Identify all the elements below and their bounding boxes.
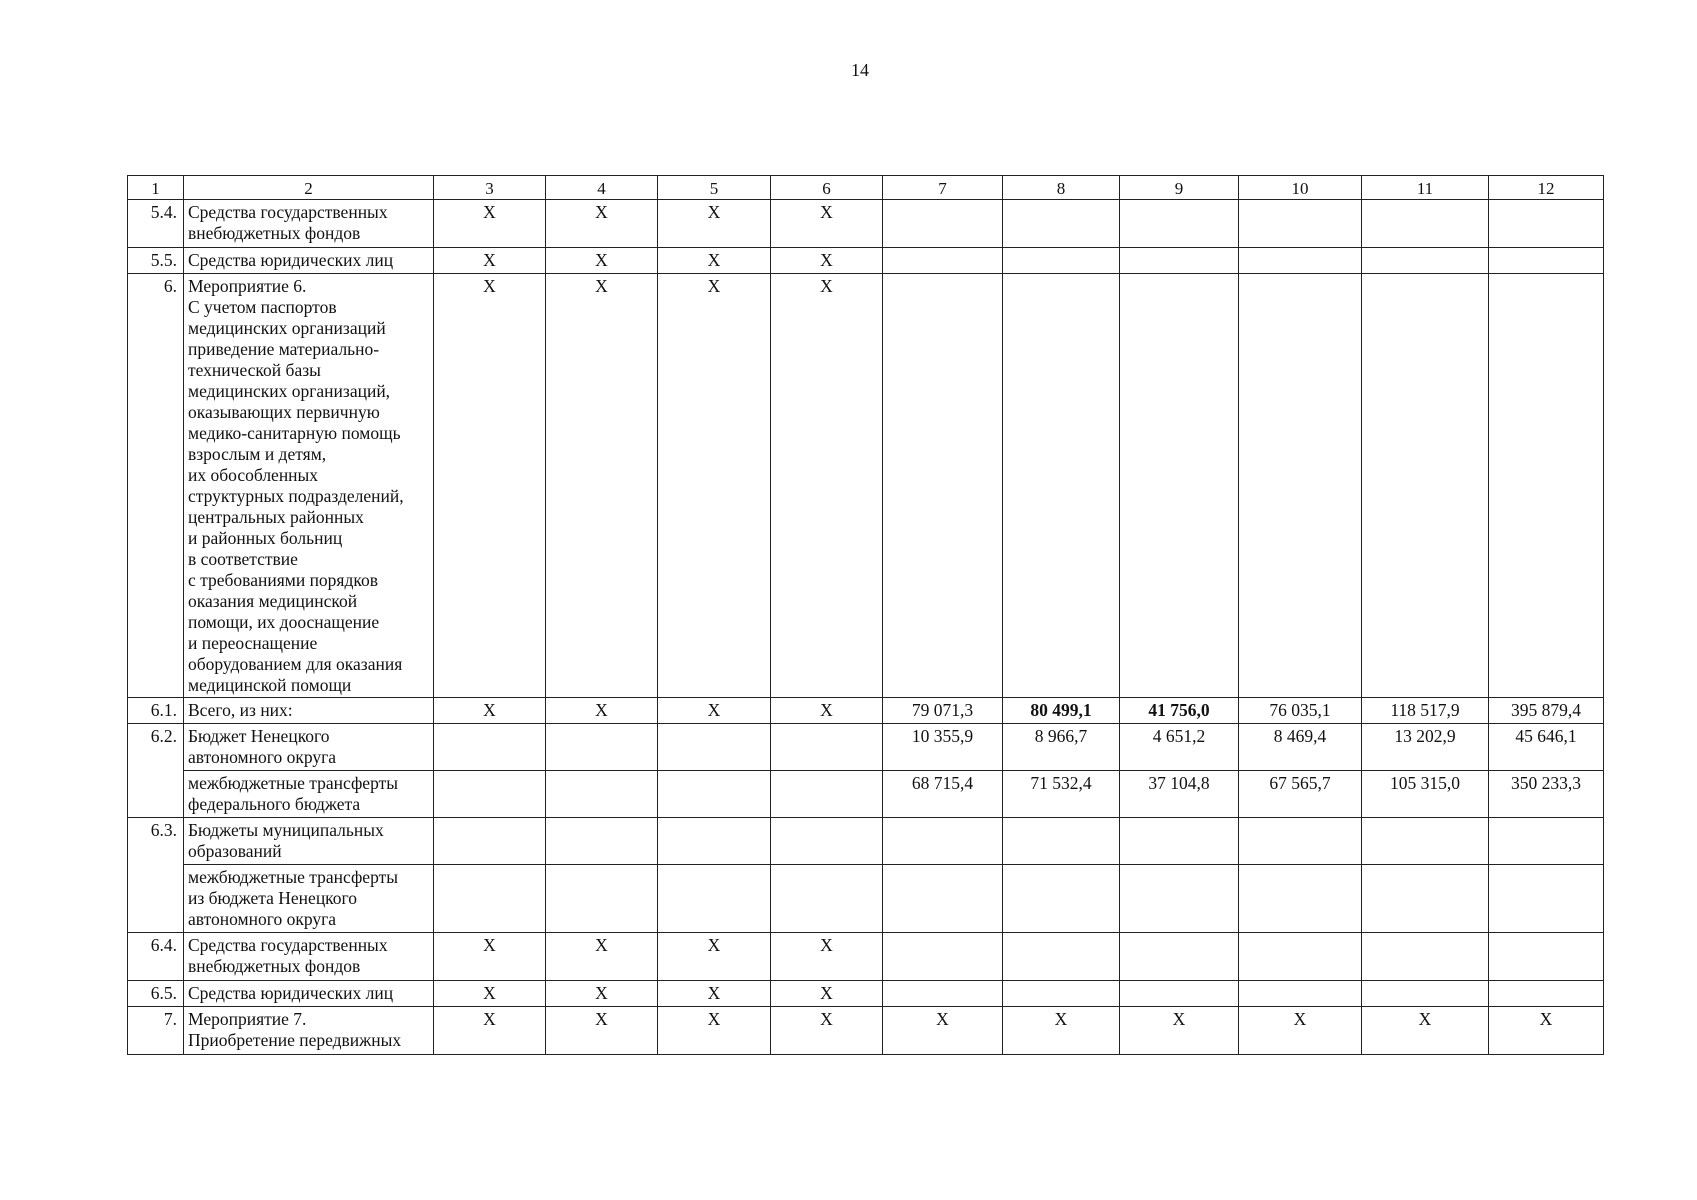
value-cell bbox=[883, 248, 1003, 274]
value-cell bbox=[1120, 248, 1239, 274]
column-header: 9 bbox=[1120, 176, 1239, 200]
table-row bbox=[128, 248, 1604, 274]
value-cell bbox=[434, 771, 546, 818]
value-cell bbox=[1239, 818, 1362, 865]
value-cell bbox=[546, 724, 658, 771]
value-cell: X bbox=[434, 933, 546, 981]
value-cell: 37 104,8 bbox=[1120, 771, 1239, 818]
value-cell bbox=[546, 818, 658, 865]
budget-table bbox=[127, 175, 1604, 1055]
value-cell: 80 499,1 bbox=[1003, 698, 1120, 724]
value-cell: X bbox=[771, 274, 883, 698]
value-cell bbox=[1003, 933, 1120, 981]
value-cell bbox=[1362, 200, 1489, 248]
value-cell: X bbox=[771, 1007, 883, 1055]
value-cell: X bbox=[771, 248, 883, 274]
table-row bbox=[128, 274, 1604, 698]
table-row bbox=[128, 981, 1604, 1007]
row-number: 6.3. bbox=[128, 818, 184, 933]
value-cell: 10 355,9 bbox=[883, 724, 1003, 771]
value-cell: X bbox=[434, 248, 546, 274]
value-cell: 79 071,3 bbox=[883, 698, 1003, 724]
value-cell bbox=[434, 865, 546, 933]
row-name: Средства юридических лиц bbox=[184, 981, 434, 1007]
table-row bbox=[128, 933, 1604, 981]
value-cell bbox=[883, 274, 1003, 698]
value-cell bbox=[1362, 248, 1489, 274]
value-cell: X bbox=[771, 200, 883, 248]
value-cell bbox=[1239, 200, 1362, 248]
value-cell: X bbox=[434, 274, 546, 698]
table-row bbox=[128, 865, 1604, 933]
column-header: 12 bbox=[1489, 176, 1604, 200]
value-cell: X bbox=[658, 200, 771, 248]
table-row bbox=[128, 724, 1604, 771]
value-cell bbox=[658, 818, 771, 865]
row-name: Бюджет Ненецкого автономного округа bbox=[184, 724, 434, 771]
value-cell: 350 233,3 bbox=[1489, 771, 1604, 818]
row-number: 6.5. bbox=[128, 981, 184, 1007]
table-row bbox=[128, 771, 1604, 818]
value-cell bbox=[1003, 981, 1120, 1007]
value-cell: X bbox=[1003, 1007, 1120, 1055]
value-cell: 71 532,4 bbox=[1003, 771, 1120, 818]
value-cell: X bbox=[883, 1007, 1003, 1055]
value-cell: 4 651,2 bbox=[1120, 724, 1239, 771]
value-cell: 67 565,7 bbox=[1239, 771, 1362, 818]
value-cell bbox=[1003, 818, 1120, 865]
value-cell: X bbox=[771, 981, 883, 1007]
value-cell bbox=[658, 724, 771, 771]
value-cell bbox=[1120, 933, 1239, 981]
value-cell: X bbox=[546, 698, 658, 724]
value-cell bbox=[1362, 274, 1489, 698]
value-cell bbox=[883, 865, 1003, 933]
value-cell: X bbox=[658, 1007, 771, 1055]
value-cell bbox=[1362, 818, 1489, 865]
value-cell bbox=[771, 818, 883, 865]
value-cell: 45 646,1 bbox=[1489, 724, 1604, 771]
value-cell bbox=[1120, 200, 1239, 248]
value-cell bbox=[1003, 200, 1120, 248]
value-cell: X bbox=[434, 1007, 546, 1055]
value-cell: 41 756,0 bbox=[1120, 698, 1239, 724]
value-cell bbox=[883, 818, 1003, 865]
value-cell bbox=[1003, 865, 1120, 933]
column-header: 5 bbox=[658, 176, 771, 200]
value-cell: X bbox=[658, 248, 771, 274]
row-number: 6. bbox=[128, 274, 184, 698]
value-cell: X bbox=[434, 981, 546, 1007]
row-name: Бюджеты муниципальных образований bbox=[184, 818, 434, 865]
value-cell bbox=[658, 865, 771, 933]
value-cell bbox=[1003, 274, 1120, 698]
value-cell bbox=[1362, 981, 1489, 1007]
value-cell: X bbox=[1362, 1007, 1489, 1055]
value-cell: X bbox=[658, 933, 771, 981]
value-cell bbox=[1489, 981, 1604, 1007]
value-cell bbox=[1239, 274, 1362, 698]
value-cell: 13 202,9 bbox=[1362, 724, 1489, 771]
page-number: 14 bbox=[851, 60, 869, 80]
value-cell bbox=[1120, 865, 1239, 933]
value-cell: X bbox=[434, 200, 546, 248]
value-cell bbox=[1120, 818, 1239, 865]
value-cell bbox=[771, 771, 883, 818]
value-cell: X bbox=[1489, 1007, 1604, 1055]
column-header: 8 bbox=[1003, 176, 1120, 200]
value-cell bbox=[1362, 933, 1489, 981]
value-cell bbox=[546, 865, 658, 933]
value-cell: X bbox=[546, 200, 658, 248]
column-header: 7 bbox=[883, 176, 1003, 200]
row-name: межбюджетные трансферты из бюджета Ненецкого автономного округа bbox=[184, 865, 434, 933]
row-number: 5.5. bbox=[128, 248, 184, 274]
value-cell bbox=[1120, 981, 1239, 1007]
value-cell: X bbox=[658, 981, 771, 1007]
row-number: 7. bbox=[128, 1007, 184, 1055]
value-cell bbox=[883, 933, 1003, 981]
value-cell: X bbox=[546, 1007, 658, 1055]
value-cell bbox=[1489, 865, 1604, 933]
header-row bbox=[128, 176, 1604, 200]
value-cell: 68 715,4 bbox=[883, 771, 1003, 818]
column-header: 3 bbox=[434, 176, 546, 200]
row-number: 5.4. bbox=[128, 200, 184, 248]
value-cell bbox=[1239, 865, 1362, 933]
value-cell: X bbox=[1239, 1007, 1362, 1055]
table-body bbox=[128, 176, 1604, 1055]
value-cell: 8 966,7 bbox=[1003, 724, 1120, 771]
value-cell bbox=[1239, 981, 1362, 1007]
value-cell: 118 517,9 bbox=[1362, 698, 1489, 724]
column-header: 10 bbox=[1239, 176, 1362, 200]
value-cell bbox=[434, 724, 546, 771]
value-cell: X bbox=[546, 248, 658, 274]
value-cell: X bbox=[546, 274, 658, 698]
table-row bbox=[128, 1007, 1604, 1055]
value-cell bbox=[658, 771, 771, 818]
column-header: 2 bbox=[184, 176, 434, 200]
row-number: 6.1. bbox=[128, 698, 184, 724]
value-cell: X bbox=[1120, 1007, 1239, 1055]
table-row bbox=[128, 200, 1604, 248]
value-cell bbox=[1489, 933, 1604, 981]
value-cell bbox=[883, 200, 1003, 248]
value-cell bbox=[1489, 274, 1604, 698]
column-header: 11 bbox=[1362, 176, 1489, 200]
value-cell bbox=[1239, 248, 1362, 274]
value-cell: 105 315,0 bbox=[1362, 771, 1489, 818]
value-cell bbox=[1003, 248, 1120, 274]
row-number: 6.4. bbox=[128, 933, 184, 981]
column-header: 6 bbox=[771, 176, 883, 200]
row-name: Всего, из них: bbox=[184, 698, 434, 724]
value-cell: X bbox=[658, 274, 771, 698]
value-cell bbox=[771, 724, 883, 771]
value-cell bbox=[434, 818, 546, 865]
row-name: Мероприятие 6. С учетом паспортов медицинских организаций приведение материально- технической базы медицинских организаций, оказывающих первичную медико-санитарную помощь взрослым и детям, их обособленных структурных подразделений, центральных районных и районных больниц в соответствие с требованиями порядков оказания медицинской помощи, их дооснащение и переоснащение оборудованием для оказания медицинской помощи bbox=[184, 274, 434, 698]
table-row bbox=[128, 698, 1604, 724]
value-cell bbox=[1489, 818, 1604, 865]
value-cell: 8 469,4 bbox=[1239, 724, 1362, 771]
row-name: Мероприятие 7. Приобретение передвижных bbox=[184, 1007, 434, 1055]
value-cell bbox=[1489, 200, 1604, 248]
row-name: Средства государственных внебюджетных фондов bbox=[184, 200, 434, 248]
value-cell: X bbox=[658, 698, 771, 724]
row-number: 6.2. bbox=[128, 724, 184, 818]
value-cell: X bbox=[771, 698, 883, 724]
value-cell: 395 879,4 bbox=[1489, 698, 1604, 724]
column-header: 4 bbox=[546, 176, 658, 200]
value-cell: X bbox=[546, 981, 658, 1007]
value-cell bbox=[883, 981, 1003, 1007]
value-cell bbox=[546, 771, 658, 818]
value-cell: X bbox=[434, 698, 546, 724]
column-header: 1 bbox=[128, 176, 184, 200]
table-row bbox=[128, 818, 1604, 865]
value-cell bbox=[1489, 248, 1604, 274]
row-name: Средства юридических лиц bbox=[184, 248, 434, 274]
value-cell bbox=[1120, 274, 1239, 698]
value-cell bbox=[1239, 933, 1362, 981]
row-name: межбюджетные трансферты федерального бюджета bbox=[184, 771, 434, 818]
value-cell bbox=[1362, 865, 1489, 933]
row-name: Средства государственных внебюджетных фондов bbox=[184, 933, 434, 981]
value-cell bbox=[771, 865, 883, 933]
value-cell: X bbox=[771, 933, 883, 981]
value-cell: X bbox=[546, 933, 658, 981]
value-cell: 76 035,1 bbox=[1239, 698, 1362, 724]
